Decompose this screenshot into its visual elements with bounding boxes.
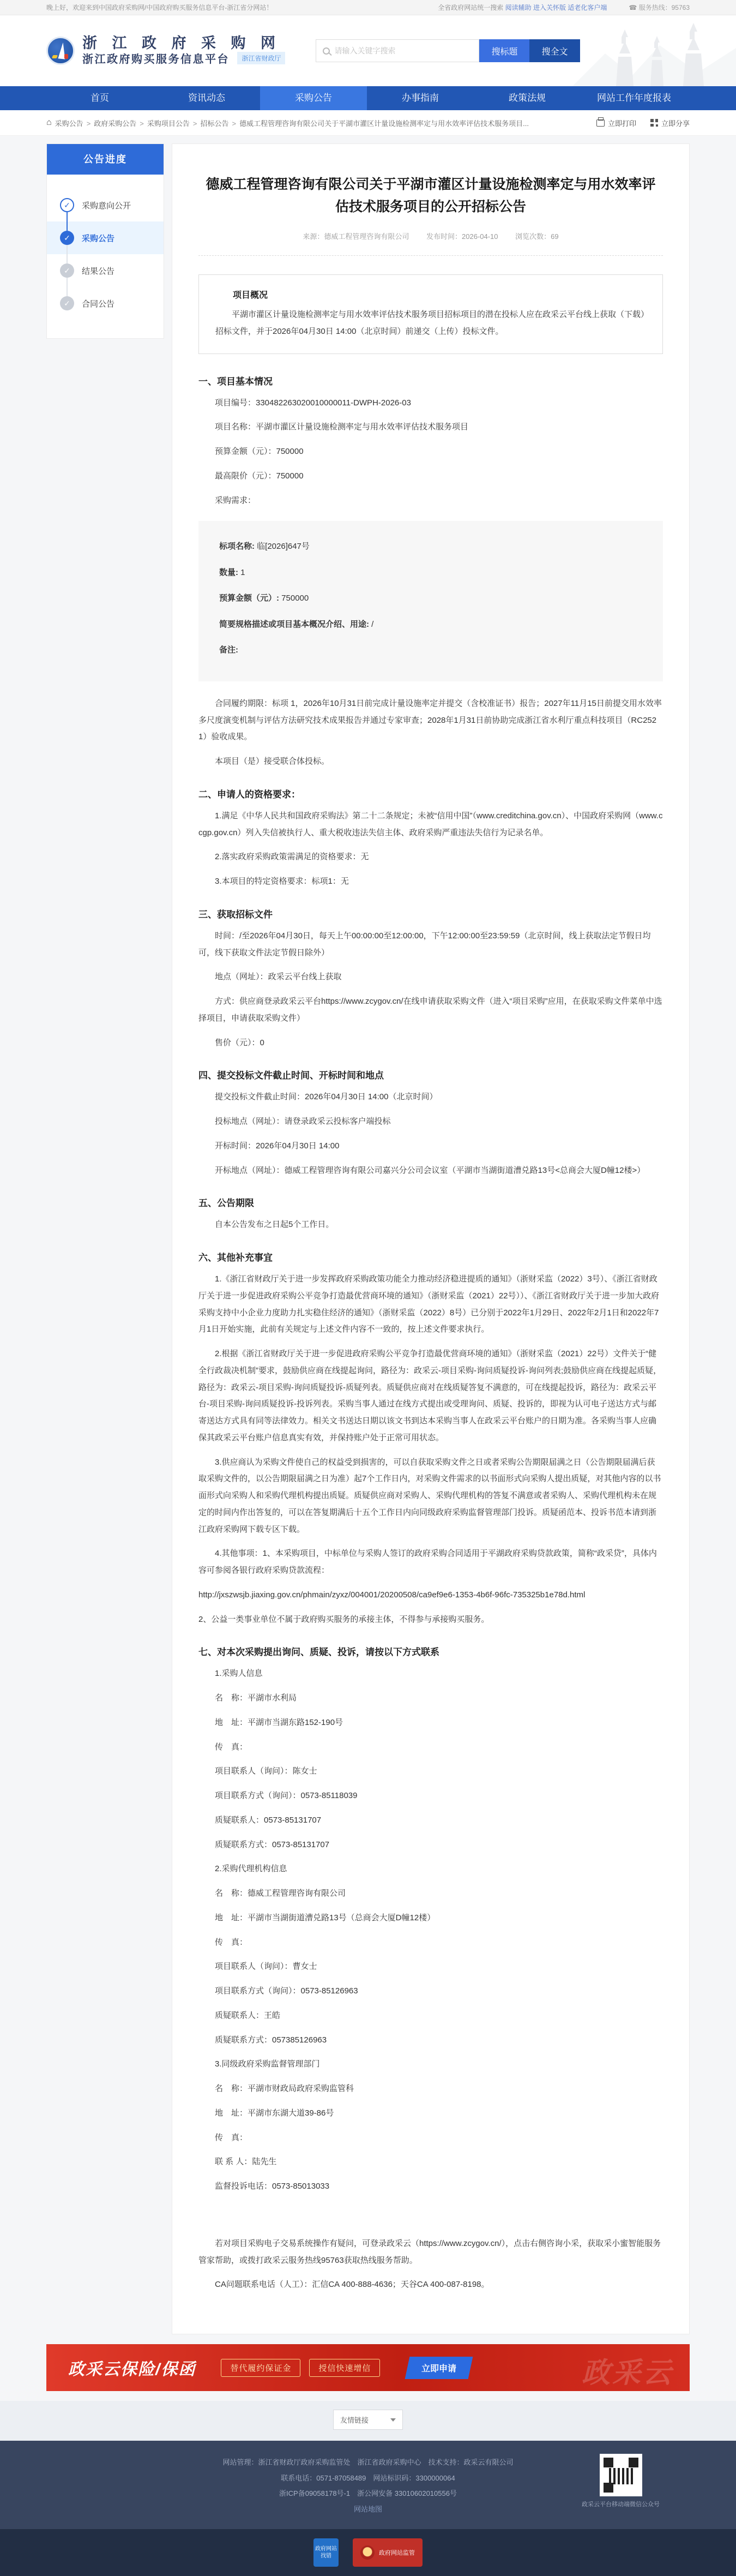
lot-info-row: 标项名称: 临[2026]647号 [219,542,310,552]
qr-caption: 政采云平台移动端微信公众号 [582,2501,660,2508]
nav-item-办事指南[interactable]: 办事指南 [402,93,439,103]
doc-paragraph: 合同履约期限：标项 1，2026年10月31日前完成计量设施率定并提交（含校准证书）报告；2027年11月15日前提交用水效率多尺度演变机制与评估方法研究技术成果报告并通过专家审查；2028年1月31日前协助完成浙江省水利厅重点科技项目（RC2521）验收成果。 [198,698,662,742]
breadcrumb-separator: > [140,119,144,128]
section-heading: 一、项目基本情况 [198,376,273,387]
sidebar-step-合同公告[interactable] [47,287,164,320]
doc-paragraph: 2.采购代理机构信息 [215,1864,287,1874]
lot-info-row [219,643,642,657]
emblem-icon [360,2545,375,2560]
lot-info-label: 预算金额（元）: [219,594,279,603]
lot-info-label: 备注: [219,645,238,655]
banner-pill: 授信快速增信 [309,2359,380,2377]
header-search [316,39,580,62]
gov-supervision-badge[interactable]: 政府网站监管 [353,2538,423,2567]
lot-info-row: 简要规格描述或项目基本概况介绍、用途: / [219,619,374,629]
main-nav [0,86,736,110]
breadcrumb-separator: > [192,119,197,128]
site-header [0,15,736,86]
search-fulltext-button[interactable]: 搜全文 [529,39,580,62]
doc-paragraph: 若对项目采购电子交易系统操作有疑问，可登录政采云（https://www.zcygov.cn/），点击右侧咨询小采，获取采小蜜智能服务管家帮助，或拨打政采云服务热线95763获取热线服务帮助。 [198,2238,661,2265]
banner-watermark: 政采云 [581,2357,673,2389]
check-circle-icon: ✓ [60,296,74,310]
doc-paragraph: 质疑联系方式：0573-85131707 [215,1840,330,1849]
article-source: 来源：德威工程管理咨询有限公司 [303,232,409,241]
banner-title: 政采云保险/保函 [68,2361,196,2379]
zcy-insurance-banner[interactable] [46,2344,690,2391]
check-circle-outline-icon: ✓ [60,198,74,212]
doc-paragraph: 投标地点（网址）：请登录政采云投标客户端投标 [215,1117,391,1126]
brand-titles [82,35,285,67]
breadcrumb-current: 德威工程管理咨询有限公司关于平湖市灌区计量设施检测率定与用水效率评估技术服务项目... [239,119,529,128]
chevron-down-icon [390,2418,396,2422]
search-title-button[interactable]: 搜标题 [479,39,529,62]
search-input[interactable] [334,46,472,55]
project-overview-box [198,274,663,354]
doc-paragraph: 质疑联系人：王皓 [215,2010,281,2020]
nav-item-采购公告[interactable]: 采购公告 [260,86,367,110]
step-label: 采购公告 [82,233,115,243]
gov-badges-strip [0,2529,736,2576]
qr-icon [650,119,658,127]
finance-dept-badge: 浙江省财政厅 [237,52,285,64]
page-title: 德威工程管理咨询有限公司关于平湖市灌区计量设施检测率定与用水效率评估技术服务项目的公开招标公告 [206,177,656,215]
search-icon [323,47,330,55]
article-publish-time: 发布时间：2026-04-10 [426,232,498,241]
doc-paragraph: 监督投诉电话：0573-85013033 [215,2182,330,2191]
doc-paragraph: 采购需求： [215,495,256,505]
doc-paragraph: 地点（网址）：政采云平台线上获取 [215,972,342,982]
sidebar-title: 公告进度 [47,144,164,175]
gov-error-report-badge[interactable]: 政府网站找错 [313,2538,339,2567]
welcome-text: 晚上好，欢迎来到中国政府采购网/中国政府购买服务信息平台-浙江省分网站！ [46,4,273,11]
lot-info-row: 预算金额（元）: 750000 [219,594,309,603]
doc-paragraph: 本项目（是）接受联合体投标。 [215,757,330,766]
topbar-link[interactable]: 全省政府网站统一搜索 [438,4,504,11]
lot-info-label: 简要规格描述或项目基本概况介绍、用途: [219,619,369,629]
doc-paragraph: 项目联系方式（询问）：0573-85126963 [215,1986,358,1996]
announcement-article [172,143,690,2334]
footer-qr-block [582,2454,660,2508]
lot-info-label: 数量: [219,567,238,577]
top-utility-bar [0,0,736,15]
lot-info-box [198,521,663,681]
qr-code [600,2454,642,2496]
share-button[interactable]: 立即分享 [650,118,690,128]
doc-paragraph: 3.同级政府采购监督管理部门 [215,2059,320,2069]
breadcrumb-separator: > [232,119,237,128]
lot-info-row: 数量: 1 [219,567,245,577]
site-title: 浙 江 政 府 采 购 网 [82,34,281,51]
doc-paragraph: http://jxszwsjb.jiaxing.gov.cn/phmain/zyxz/004001/20200508/ca9ef9e6-1353-4b6f-96fc-735325b1e78d.html [198,1590,586,1599]
breadcrumb-separator: > [86,119,91,128]
banner-pills [221,2359,380,2377]
step-label: 结果公告 [82,266,115,276]
doc-paragraph: 提交投标文件截止时间：2026年04月30日 14:00（北京时间） [215,1092,438,1102]
printer-icon [596,119,605,127]
document-body [198,274,663,2294]
print-button[interactable]: 立即打印 [596,118,636,128]
breadcrumb [55,118,239,128]
sitemap-link[interactable]: 网站地图 [353,2505,382,2513]
doc-paragraph: 名 称：德威工程管理咨询有限公司 [215,1889,346,1898]
doc-paragraph: 地 址：平湖市东湖大道39-86号 [215,2108,334,2118]
doc-paragraph: 方式：供应商登录政采云平台https://www.zcygov.cn/在线申请获取采购文件（进入“项目采购”应用，在获取采购文件菜单中选择项目，申请获取采购文件） [198,997,662,1023]
doc-paragraph: 项目名称：平湖市灌区计量设施检测率定与用水效率评估技术服务项目 [215,422,469,432]
announcement-progress-sidebar [46,143,164,339]
brand-logo [46,37,75,65]
doc-paragraph: 开标时间：2026年04月30日 14:00 [215,1141,340,1151]
doc-paragraph: 售价（元）：0 [215,1038,264,1047]
doc-paragraph: 项目联系方式（询问）：0573-85118039 [215,1791,358,1800]
check-circle-icon: ✓ [60,231,74,245]
footer-contact: 联系电话：0571-87058489 网站标识码：3300000064 [281,2473,455,2482]
section-heading: 四、提交投标文件截止时间、开标时间和地点 [198,1070,384,1081]
check-circle-icon: ✓ [60,263,74,278]
doc-paragraph: 项目联系人（询问）：曹女士 [215,1962,317,1972]
doc-paragraph: 质疑联系人：0573-85131707 [215,1815,322,1825]
doc-paragraph: 名 称：平湖市水利局 [215,1693,297,1703]
doc-paragraph: 传 真： [215,2132,248,2142]
banner-apply-button[interactable]: 立即申请 [405,2357,473,2379]
overview-text: 平湖市灌区计量设施检测率定与用水效率评估技术服务项目招标项目的潜在投标人应在政采云平台线上获取（下载）招标文件，并于2026年04月30日 14:00（北京时间）前递交（上传）投标文件。 [215,309,645,336]
section-heading: 五、公告期限 [198,1198,254,1209]
sidebar-step-采购公告[interactable] [47,221,164,254]
sidebar-step-结果公告[interactable] [47,254,164,287]
section-heading: 二、申请人的资格要求： [198,789,300,800]
doc-paragraph: 预算金额（元）：750000 [215,447,304,456]
footer-management: 网站管理：浙江省财政厅政府采购监管处 浙江省政府采购中心 技术支持：政采云有限公司 [222,2458,514,2466]
doc-paragraph: 项目联系人（询问）：陈女士 [215,1766,317,1776]
friend-links-select[interactable]: 友情链接 [333,2410,403,2430]
breadcrumb-item[interactable]: 采购项目公告 [147,119,190,128]
breadcrumb-bar [0,110,736,136]
doc-paragraph: 联 系 人：陆先生 [215,2157,277,2167]
doc-paragraph: 传 真： [215,1742,248,1752]
home-icon[interactable]: ⌂ [46,118,52,127]
topbar-link[interactable]: 适老化客户端 [568,4,607,11]
doc-paragraph: 1.《浙江省财政厅关于进一步发挥政府采购政策功能全力推动经济稳进提质的通知》（浙财采监（2022）3号）、《浙江省财政厅关于进一步促进政府采购公平竞争打造最优营商环境的通知》（浙财采监（2021）22号））、《浙江省财政厅关于进一步加大政府采购支持中小企业力度助力扎实稳住经济的通知》（浙财采监（2022）8号）已分别于2022年1月29日、2022年2月1日和2022年7月1日开始实施，此前有关规定与上述文件内容不一致的，按上述文件要求执行。 [198,1274,660,1334]
banner-pill: 替代履约保证金 [221,2359,300,2377]
doc-paragraph: 地 址：平湖市当湖东路152-190号 [215,1717,343,1727]
doc-paragraph: 传 真： [215,1937,248,1947]
site-subtitle: 浙江政府购买服务信息平台 [82,53,230,66]
topbar-links [438,3,607,12]
doc-paragraph: 2.落实政府采购政策需满足的资格要求：无 [215,852,369,862]
nav-item-资讯动态[interactable]: 资讯动态 [188,93,225,103]
doc-paragraph: 1.满足《中华人民共和国政府采购法》第二十二条规定；未被“信用中国”（www.creditchina.gov.cn）、中国政府采购网（www.ccgp.gov.cn）列入失信被执行人、重大税收违法失信主体、政府采购严重违法失信行为记录名单。 [198,811,663,837]
breadcrumb-item[interactable]: 采购公告 [55,119,83,128]
nav-item-政策法规[interactable]: 政策法规 [509,93,546,103]
nav-item-首页[interactable]: 首页 [91,93,109,103]
section-heading: 七、对本次采购提出询问、质疑、投诉，请按以下方式联系 [198,1647,439,1658]
article-views: 浏览次数：69 [515,232,559,241]
section-heading: 三、获取招标文件 [198,909,273,920]
doc-paragraph: 项目编号：330482263020010000011-DWPH-2026-03 [215,398,411,408]
overview-title: 项目概况 [233,290,268,300]
step-label: 采购意向公开 [82,201,131,211]
doc-paragraph: 自本公告发布之日起5个工作日。 [215,1220,334,1230]
section-heading: 六、其他补充事宜 [198,1253,273,1263]
doc-paragraph: 2.根据《浙江省财政厅关于进一步促进政府采购公平竞争打造最优营商环境的通知》（浙财采监（2021）22号）文件关于“健全行政裁决机制”要求，鼓励供应商在线提起询问，路径为：政采云-项目采购-询问质疑投诉-询问列表;鼓励供应商在线提起质疑，路径为：政采云-项目采购-询问质疑投诉-质疑列表。质疑供应商对在线质疑答复不满意的，可在线提起投诉，路径为：政采云平台-项目采购-询问质疑投诉-投诉列表。采购当事人通过在线方式提出或受理询问、质疑、投诉的，即视为认可电子送达方式与邮寄送达方式具有同等法律效力。相关文书送达日期以该文书到达本采购当事人在政采云平台账户的日期为准。各采购当事人应确保其政采云平台账户信息真实有效，并保持账户处于正常可用状态。 [198,1349,662,1442]
article-meta [198,231,663,241]
doc-paragraph: 时间：/至2026年04月30日，每天上午00:00:00至12:00:00，下午12:00:00至23:59:59（北京时间，线上获取法定节假日均可，线下获取文件法定节假日除外） [198,931,651,957]
sidebar-step-采购意向公开[interactable] [47,189,164,221]
doc-paragraph: 名 称：平湖市财政局政府采购监管科 [215,2084,354,2093]
doc-paragraph: 开标地点（网址）：德威工程管理咨询有限公司嘉兴分公司会议室（平湖市当湖街道漕兑路13号<总商会大厦D幢12楼>） [215,1165,645,1175]
friend-links-band [0,2401,736,2441]
topbar-link[interactable]: 进入关怀版 [533,4,566,11]
lot-info-label: 标项名称: [219,542,255,552]
spacer [198,2203,663,2228]
step-label: 合同公告 [82,299,115,309]
nav-item-网站工作年度报表[interactable]: 网站工作年度报表 [597,93,671,103]
doc-paragraph: 3.本项目的特定资格要求：标项1：无 [215,877,349,886]
doc-paragraph: 4.其他事项：1、本采购项目，中标单位与采购人签订的政府采购合同适用于平湖政府采购贷款政策，简称“政采贷”，具体内容可参阅各银行政府采购贷款流程： [198,1549,657,1575]
doc-paragraph: 质疑联系方式：057385126963 [215,2035,327,2045]
divider [198,255,663,256]
breadcrumb-item[interactable]: 政府采购公告 [94,119,137,128]
breadcrumb-item[interactable]: 招标公告 [200,119,229,128]
topbar-link[interactable]: 阅读辅助 [505,4,532,11]
doc-paragraph: 地 址：平湖市当湖街道漕兑路13号（总商会大厦D幢12楼） [215,1913,436,1922]
site-footer [0,2441,736,2529]
doc-paragraph: 3.供应商认为采购文件使自己的权益受到损害的，可以自获取采购文件之日或者采购公告期限届满之日（公告期限届满后获取采购文件的，以公告期限届满之日为准）起7个工作日内，对采购文件需求的以书面形式向采购人提出质疑，对其他内容的以书面形式向采购人和采购代理机构提出质疑。质疑供应商对采购人、采购代理机构的答复不满意或者采购人、采购代理机构未在规定的时间内作出答复的，可以在答复期满后十五个工作日内向同级政府采购监督管理部门投诉。质疑函范本、投诉书范本请到浙江政府采购网下载专区下载。 [198,1457,661,1534]
doc-paragraph: 2、公益一类事业单位不属于政府购买服务的承接主体，不得参与承接购买服务。 [198,1614,490,1624]
doc-paragraph: CA问题联系电话（人工）：汇信CA 400-888-4636；天谷CA 400-087-8198。 [215,2280,490,2290]
hotline-label: ☎ 服务热线：95763 [629,4,690,11]
footer-icp: 浙ICP备09058178号-1 浙公网安备 33010602010556号 [279,2489,457,2498]
doc-paragraph: 1.采购人信息 [215,1669,263,1679]
doc-paragraph: 最高限价（元）：750000 [215,471,304,481]
